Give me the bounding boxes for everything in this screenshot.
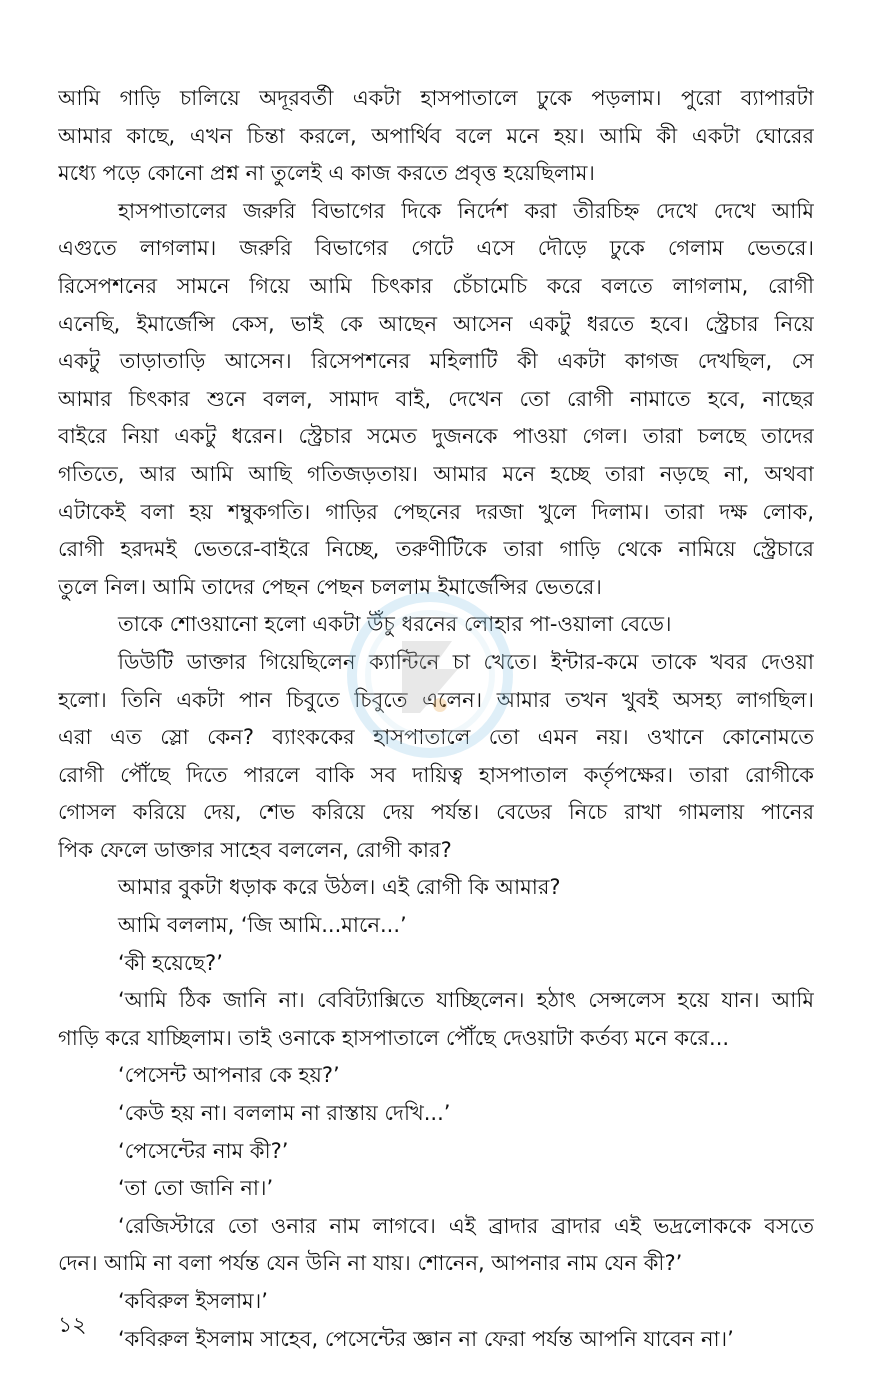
- text-line: ডিউটি ডাক্তার গিয়েছিলেন ক্যান্টিনে চা খেতে। ইন্টার-কমে তাকে খবর দেওয়া: [118, 649, 814, 674]
- text-line: রিসেপশনের সামনে গিয়ে আমি চিৎকার চেঁচামেচি করে বলতে লাগলাম, রোগী: [58, 273, 814, 298]
- page-number: ১২: [58, 1313, 87, 1338]
- text-line: বাইরে নিয়া একটু ধরেন। স্ট্রেচার সমেত দুজনকে পাওয়া গেল। তারা চলছে তাদের: [58, 424, 814, 449]
- text-line: ‘কেউ হয় না। বললাম না রাস্তায় দেখি...’: [118, 1101, 451, 1126]
- text-line: ‘কী হয়েছে?’: [118, 950, 223, 975]
- text-line: ‘পেসেন্ট আপনার কে হয়?’: [118, 1063, 340, 1088]
- text-line: ‘কবিরুল ইসলাম।’: [118, 1289, 268, 1313]
- text-line: গতিতে, আর আমি আছি গতিজড়তায়। আমার মনে হচ্ছে তারা নড়ছে না, অথবা: [58, 461, 814, 486]
- text-line: ‘কবিরুল ইসলাম সাহেব, পেসেন্টের জ্ঞান না ফেরা পর্যন্ত আপনি যাবেন না।’: [118, 1326, 734, 1351]
- text-line: এরা এত স্লো কেন? ব্যাংককের হাসপাতালে তো এমন নয়। ওখানে কোনোমতে: [58, 725, 814, 750]
- text-line: ‘তা তো জানি না।’: [118, 1176, 274, 1201]
- text-line: গাড়ি করে যাচ্ছিলাম। তাই ওনাকে হাসপাতালে পৌঁছে দেওয়াটা কর্তব্য মনে করে...: [58, 1025, 730, 1050]
- text-line: একটু তাড়াতাড়ি আসেন। রিসেপশনের মহিলাটি কী একটা কাগজ দেখছিল, সে: [58, 349, 814, 374]
- body-text: [58, 80, 814, 1358]
- text-line: গোসল করিয়ে দেয়, শেভ করিয়ে দেয় পর্যন্ত। বেডের নিচে রাখা গামলায় পানের: [58, 800, 814, 825]
- text-line: এনেছি, ইমার্জেন্সি কেস, ভাই কে আছেন আসেন একটু ধরতে হবে। স্ট্রেচার নিয়ে: [58, 311, 814, 336]
- text-line: এটাকেই বলা হয় শম্বুকগতি। গাড়ির পেছনের দরজা খুলে দিলাম। তারা দক্ষ লোক,: [58, 499, 814, 524]
- text-line: মধ্যে পড়ে কোনো প্রশ্ন না তুলেই এ কাজ করতে প্রবৃত্ত হয়েছিলাম।: [58, 161, 595, 186]
- text-line: এগুতে লাগলাম। জরুরি বিভাগের গেটে এসে দৌড়ে ঢুকে গেলাম ভেতরে।: [58, 236, 814, 261]
- text-line: তাকে শোওয়ানো হলো একটা উঁচু ধরনের লোহার পা-ওয়ালা বেডে।: [118, 612, 672, 637]
- text-line: ‘রেজিস্টারে তো ওনার নাম লাগবে। এই ব্রাদার ব্রাদার এই ভদ্রলোককে বসতে: [118, 1213, 814, 1238]
- text-line: দেন। আমি না বলা পর্যন্ত যেন উনি না যায়। শোনেন, আপনার নাম যেন কী?’: [58, 1251, 683, 1276]
- text-line: ‘পেসেন্টের নাম কী?’: [118, 1138, 289, 1163]
- text-line: আমি বললাম, ‘জি আমি...মানে...’: [118, 913, 407, 938]
- text-line: পিক ফেলে ডাক্তার সাহেব বললেন, রোগী কার?: [58, 837, 452, 862]
- text-line: ‘আমি ঠিক জানি না। বেবিট্যাক্সিতে যাচ্ছিলেন। হঠাৎ সেন্সলেস হয়ে যান। আমি: [118, 988, 814, 1013]
- text-line: হাসপাতালের জরুরি বিভাগের দিকে নির্দেশ করা তীরচিহ্ন দেখে দেখে আমি: [118, 198, 814, 223]
- text-line: আমার চিৎকার শুনে বলল, সামাদ বাই, দেখেন তো রোগী নামাতে হবে, নাছের: [58, 386, 814, 411]
- text-line: আমার বুকটা ধড়াক করে উঠল। এই রোগী কি আমার?: [118, 875, 561, 900]
- text-line: আমার কাছে, এখন চিন্তা করলে, অপার্থিব বলে মনে হয়। আমি কী একটা ঘোরের: [58, 123, 814, 148]
- text-line: আমি গাড়ি চালিয়ে অদূরবর্তী একটা হাসপাতালে ঢুকে পড়লাম। পুরো ব্যাপারটা: [58, 86, 814, 110]
- text-line: তুলে নিল। আমি তাদের পেছন পেছন চললাম ইমার্জেন্সির ভেতরে।: [58, 574, 602, 599]
- text-line: রোগী হরদমই ভেতরে-বাইরে নিচ্ছে, তরুণীটিকে তারা গাড়ি থেকে নামিয়ে স্ট্রেচারে: [58, 537, 814, 562]
- text-line: রোগী পৌঁছে দিতে পারলে বাকি সব দায়িত্ব হাসপাতাল কর্তৃপক্ষের। তারা রোগীকে: [58, 762, 814, 787]
- text-line: হলো। তিনি একটা পান চিবুতে চিবুতে এলেন। আমার তখন খুবই অসহ্য লাগছিল।: [58, 687, 814, 712]
